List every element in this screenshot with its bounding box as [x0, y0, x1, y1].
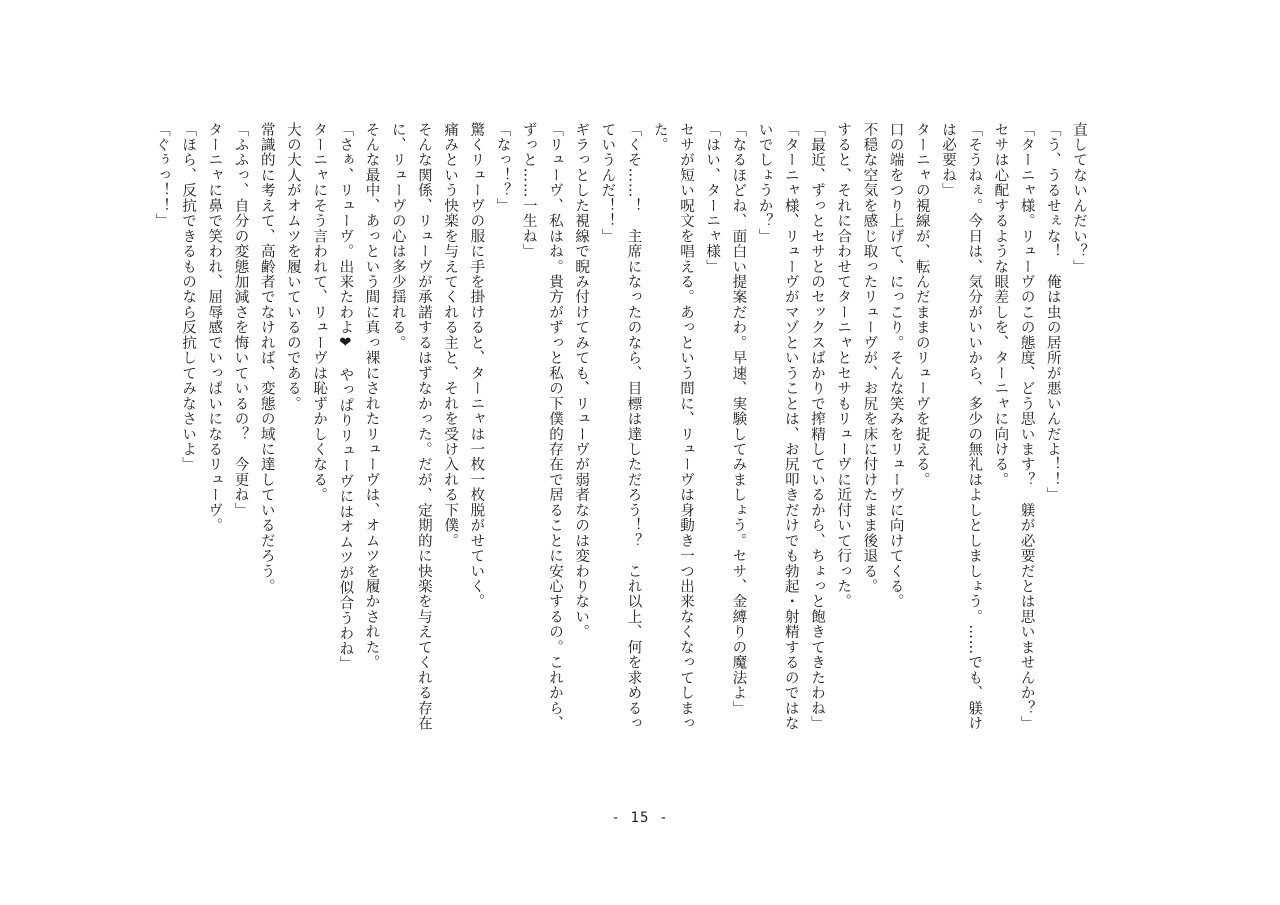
- text-line: 「なっ！？」: [494, 122, 511, 214]
- text-line: 「ふふっ、自分の変態加減さを悔いているの？ 今更ね」: [232, 122, 249, 518]
- text-line: 大の大人がオムツを履いているのである。: [284, 122, 301, 412]
- text-line: 「最近、ずっとセサとのセックスばかりで搾精しているから、ちょっと飽きてきたわね」: [808, 122, 825, 731]
- text-line: 「ぐぅっ！！」: [153, 122, 170, 229]
- text-line: セサは心配するような眼差しを、ターニャに向ける。: [992, 122, 1009, 488]
- text-line: すると、それに合わせてターニャとセサもリューヴに近付いて行った。: [835, 122, 852, 610]
- text-line: そんな最中、あっという間に真っ裸にされたリューヴは、オムツを履かされた。: [363, 122, 380, 671]
- text-line: 常識的に考えて、高齢者でなければ、変態の域に達しているだろう。: [258, 122, 275, 594]
- text-line: 「そうねぇ。今日は、気分がいいから、多少の無礼はよしとしましょう。……でも、躾け: [966, 122, 983, 731]
- text-line: ターニャにそう言われて、リューヴは恥ずかしくなる。: [311, 122, 328, 503]
- text-line: 口の端をつり上げて、にっこり。そんな笑みをリューヴに向けてくる。: [887, 122, 904, 610]
- text-line: ギラっとした視線で睨み付けてみても、リューヴが弱者なのは変わりない。: [573, 122, 590, 640]
- text-line: いでしょうか？」: [756, 122, 773, 244]
- text-line: 痛みという快楽を与えてくれる主と、それを受け入れる下僕。: [442, 122, 459, 549]
- text-line: ターニャに鼻で笑われ、屈辱感でいっぱいになるリューヴ。: [206, 122, 223, 534]
- text-line: セサが短い呪文を唱える。あっという間に、リューヴは身動き一つ出来なくなってしまっ: [677, 122, 694, 731]
- text-line: ずっと……一生ね」: [520, 122, 537, 260]
- text-line: 「ほら、反抗できるものなら反抗してみなさいよ」: [180, 122, 197, 473]
- text-line: そんな関係、リューヴが承諾するはずなかった。だが、定期的に快楽を与えてくれる存在: [415, 122, 432, 731]
- text-line: 不穏な空気を感じ取ったリューヴが、お尻を床に付けたまま後退る。: [861, 122, 878, 594]
- text-line: ターニャの視線が、転んだままのリューヴを捉える。: [913, 122, 930, 488]
- text-line: 「ターニャ様。リューヴのこの態度、どう思います？ 躾が必要だとは思いませんか？」: [1018, 122, 1035, 731]
- text-line: 「リューヴ、私はね。貴方がずっと私の下僕的存在で居ることに安心するの。これから、: [546, 122, 563, 731]
- text-line: 「くそ……！ 主席になったのなら、目標は達しただろう！？ これ以上、何を求めるっ: [625, 122, 642, 731]
- text-line: に、リューヴの心は多少揺れる。: [389, 122, 406, 351]
- vertical-text-body: [149, 122, 1092, 782]
- page-number: - 15 -: [611, 810, 669, 826]
- text-line: 「なるほどね、面白い提案だわ。早速、実験してみましょう。セサ、金縛りの魔法よ」: [730, 122, 747, 716]
- text-line: 「さぁ、リューヴ。出来たわよ❤ やっぱりリューヴにはオムツが似合うわね」: [337, 122, 354, 672]
- text-line: 驚くリューヴの服に手を掛けると、ターニャは一枚一枚脱がせていく。: [468, 122, 485, 610]
- text-line: 「ターニャ様、リューヴがマゾということは、お尻叩きだけでも勃起・射精するのではな: [782, 122, 799, 731]
- text-line: 「う、うるせぇな！ 俺は虫の居所が悪いんだよ！！」: [1044, 122, 1061, 503]
- text-line: 「はい、ターニャ様」: [704, 122, 721, 275]
- text-line: た。: [651, 122, 668, 153]
- text-line: ていうんだ！！」: [599, 122, 616, 244]
- text-line: は必要ね」: [939, 122, 956, 199]
- text-line: 直してないんだい？」: [1071, 122, 1087, 275]
